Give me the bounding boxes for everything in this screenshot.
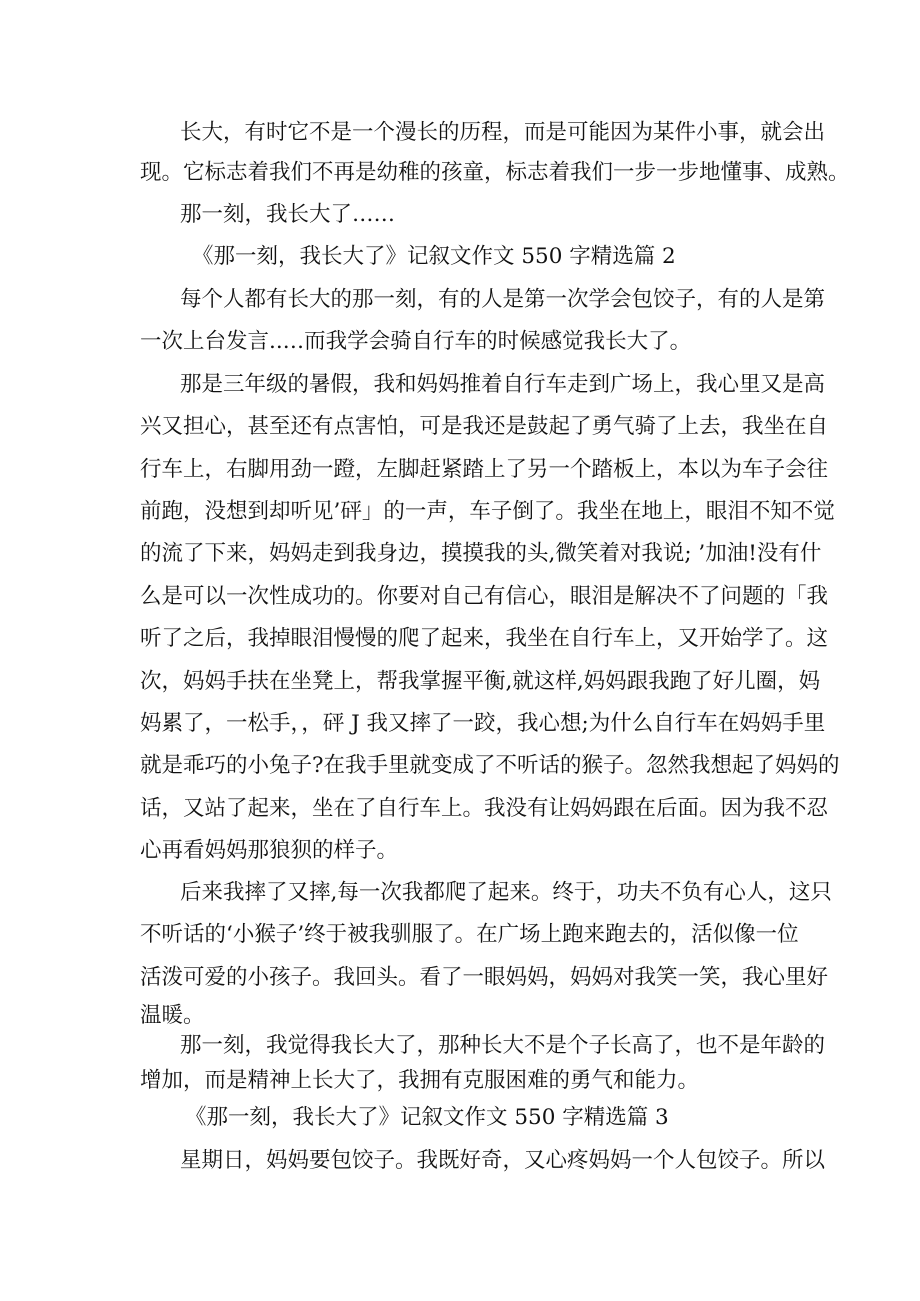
paragraph-line: 那一刻，我长大了…… [180, 202, 396, 227]
paragraph-line: 就是乖巧的小兔子?在我手里就变成了不听话的猴子。忽然我想起了妈妈的 [140, 753, 840, 778]
paragraph-line: 话，又站了起来，坐在了自行车上。我没有让妈妈跟在后面。因为我不忍 [140, 796, 829, 821]
paragraph-line: 星期日，妈妈要包饺子。我既好奇，又心疼妈妈一个人包饺子。所以 [180, 1148, 826, 1173]
paragraph-line: 那是三年级的暑假，我和妈妈推着自行车走到广场上，我心里又是高 [180, 372, 826, 397]
paragraph-line: 不听话的‘小猴子’终于被我驯服了。在广场上跑来跑去的，活似像一位 [140, 922, 799, 947]
paragraph-line: 次，妈妈手扶在坐凳上，帮我掌握平衡,就这样,妈妈跟我跑了好儿圈，妈 [140, 669, 821, 694]
section-heading: 《那一刻，我长大了》记叙文作文 550 字精选篇 3 [185, 1105, 669, 1130]
paragraph-line: 妈累了，一松手，，砰 J 我又摔了一跤，我心想;为什么自行车在妈妈手里 [140, 711, 826, 736]
paragraph-line: 心再看妈妈那狼狈的样子。 [140, 838, 399, 863]
paragraph-line: 那一刻，我觉得我长大了，那种长大不是个子长高了，也不是年龄的 [180, 1033, 826, 1058]
paragraph-line: 前跑，没想到却听见’砰」的一声，车子倒了。我坐在地上，眼泪不知不觉 [140, 499, 835, 524]
paragraph-line: 每个人都有长大的那一刻，有的人是第一次学会包饺子，有的人是第 [180, 287, 826, 312]
paragraph-line: 活泼可爱的小孩子。我回头。看了一眼妈妈，妈妈对我笑一笑，我心里好 [140, 965, 829, 990]
paragraph-line: 兴又担心，甚至还有点害怕，可是我还是鼓起了勇气骑了上去，我坐在自 [140, 414, 829, 439]
paragraph-line: 听了之后，我掉眼泪慢慢的爬了起来，我坐在自行车上，又开始学了。这 [140, 626, 829, 651]
paragraph-line: 后来我摔了又摔,每一次我都爬了起来。终于，功夫不负有心人，这只 [180, 880, 832, 905]
paragraph-line: 长大，有时它不是一个漫长的历程，而是可能因为某件小事，就会出 [180, 120, 826, 145]
paragraph-line: 么是可以一次性成功的。你要对自己有信心，眼泪是解决不了问题的「我 [140, 584, 829, 609]
paragraph-line: 一次上台发言..…而我学会骑自行车的时候感觉我长大了。 [140, 329, 692, 354]
paragraph-line: 的流了下来，妈妈走到我身边，摸摸我的头,微笑着对我说; ’加油!没有什 [140, 541, 822, 566]
paragraph-line: 增加，而是精神上长大了，我拥有克服困难的勇气和能力。 [140, 1068, 700, 1093]
paragraph-line: 行车上，右脚用劲一蹬，左脚赶紧踏上了另一个踏板上，本以为车子会往 [140, 457, 829, 482]
section-heading: 《那一刻，我长大了》记叙文作文 550 字精选篇 2 [192, 244, 676, 269]
paragraph-line: 现。它标志着我们不再是幼稚的孩童，标志着我们一步一步地懂事、成熟。 [140, 160, 850, 185]
paragraph-line: 温暖。 [140, 1003, 205, 1028]
